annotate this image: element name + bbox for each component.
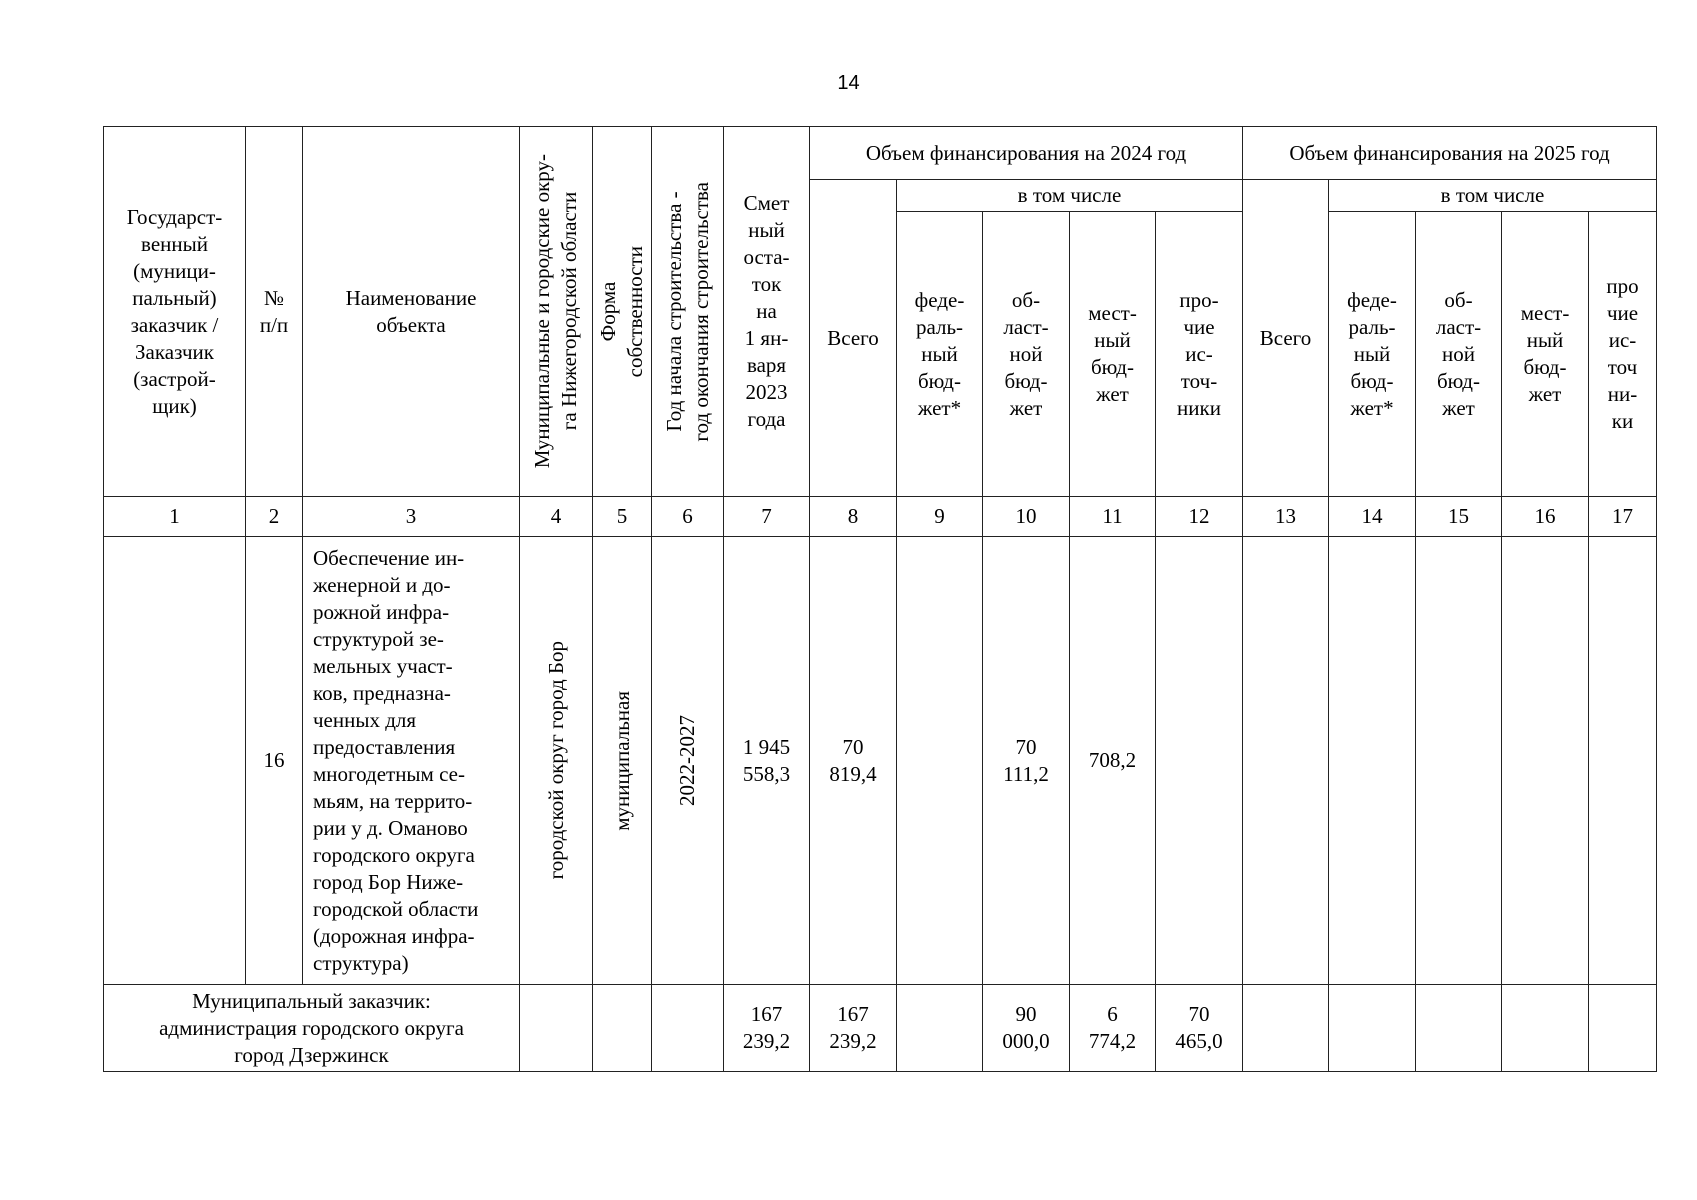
column-number: 5 [593, 497, 652, 537]
summary-municipality [520, 985, 593, 1072]
header-local-2024: мест- ный бюд- жет [1070, 212, 1156, 497]
header-including-2025: в том числе [1329, 180, 1657, 212]
header-years-text: Год начала строительства - год окончания строительства [661, 181, 713, 442]
header-years [652, 127, 724, 497]
row-local-2025 [1502, 537, 1589, 985]
row-estimate: 1 945 558,3 [724, 537, 810, 985]
row-total-2025 [1243, 537, 1329, 985]
column-number: 17 [1589, 497, 1657, 537]
column-number: 1 [104, 497, 246, 537]
summary-total-2025 [1243, 985, 1329, 1072]
column-number: 9 [897, 497, 983, 537]
table-row [104, 537, 1657, 985]
column-number: 8 [810, 497, 897, 537]
row-customer [104, 537, 246, 985]
summary-local-2025 [1502, 985, 1589, 1072]
summary-other-2025 [1589, 985, 1657, 1072]
column-number: 12 [1156, 497, 1243, 537]
column-number: 3 [303, 497, 520, 537]
summary-local-2024: 6 774,2 [1070, 985, 1156, 1072]
summary-row [104, 985, 1657, 1072]
header-municipality [520, 127, 593, 497]
summary-regional-2024: 90 000,0 [983, 985, 1070, 1072]
header-ownership-text: Форма собственности [596, 245, 647, 378]
header-other-2024: про- чие ис- точ- ники [1156, 212, 1243, 497]
row-regional-2025 [1416, 537, 1502, 985]
header-group-2024: Объем финансирования на 2024 год [810, 127, 1243, 180]
row-federal-2024 [897, 537, 983, 985]
header-total-2024: Всего [810, 180, 897, 497]
summary-estimate: 167 239,2 [724, 985, 810, 1072]
column-number: 13 [1243, 497, 1329, 537]
header-other-2025: про чие ис- точ ни- ки [1589, 212, 1657, 497]
column-number: 4 [520, 497, 593, 537]
row-number: 16 [246, 537, 303, 985]
column-number: 6 [652, 497, 724, 537]
column-number: 7 [724, 497, 810, 537]
header-federal-2025: феде- раль- ный бюд- жет* [1329, 212, 1416, 497]
header-federal-2024: феде- раль- ный бюд- жет* [897, 212, 983, 497]
row-ownership [593, 537, 652, 985]
row-municipality [520, 537, 593, 985]
row-ownership-text: муниципальная [609, 690, 634, 831]
header-including-2024: в том числе [897, 180, 1243, 212]
header-row-1 [104, 127, 1657, 180]
row-federal-2025 [1329, 537, 1416, 985]
row-years-text: 2022-2027 [675, 715, 699, 806]
column-number: 10 [983, 497, 1070, 537]
row-other-2024 [1156, 537, 1243, 985]
column-number: 14 [1329, 497, 1416, 537]
header-estimate: Смет ный оста- ток на 1 ян- варя 2023 года [724, 127, 810, 497]
column-number: 2 [246, 497, 303, 537]
column-number: 15 [1416, 497, 1502, 537]
header-object-name: Наименование объекта [303, 127, 520, 497]
header-regional-2025: об- ласт- ной бюд- жет [1416, 212, 1502, 497]
financing-table [103, 126, 1657, 1072]
page-number: 14 [837, 72, 860, 94]
summary-years [652, 985, 724, 1072]
row-object-name: Обеспечение ин- женерной и до- рожной инфра- структурой зе- мельных участ- ков, предназна- ченных для предоставления многодетным се- мьям, на террито- рии у д. Оманово городского округа город Бор Ниже- городской области (дорожная инфра- структура) [303, 537, 520, 985]
row-regional-2024: 70 111,2 [983, 537, 1070, 985]
column-number: 16 [1502, 497, 1589, 537]
row-total-2024: 70 819,4 [810, 537, 897, 985]
summary-federal-2024 [897, 985, 983, 1072]
summary-ownership [593, 985, 652, 1072]
row-municipality-text: городской округ город Бор [543, 641, 568, 880]
header-municipality-text: Муниципальные и городские окру- га Нижегородской области [530, 154, 581, 469]
header-group-2025: Объем финансирования на 2025 год [1243, 127, 1657, 180]
column-number: 11 [1070, 497, 1156, 537]
column-number-row [104, 497, 1657, 537]
header-ownership [593, 127, 652, 497]
header-total-2025: Всего [1243, 180, 1329, 497]
summary-regional-2025 [1416, 985, 1502, 1072]
summary-label: Муниципальный заказчик: администрация городского округа город Дзержинск [104, 985, 520, 1072]
header-customer: Государст- венный (муници- пальный) заказчик / Заказчик (застрой- щик) [104, 127, 246, 497]
row-other-2025 [1589, 537, 1657, 985]
row-local-2024: 708,2 [1070, 537, 1156, 985]
summary-total-2024: 167 239,2 [810, 985, 897, 1072]
summary-federal-2025 [1329, 985, 1416, 1072]
header-local-2025: мест- ный бюд- жет [1502, 212, 1589, 497]
header-regional-2024: об- ласт- ной бюд- жет [983, 212, 1070, 497]
row-years [652, 537, 724, 985]
header-number: № п/п [246, 127, 303, 497]
summary-other-2024: 70 465,0 [1156, 985, 1243, 1072]
